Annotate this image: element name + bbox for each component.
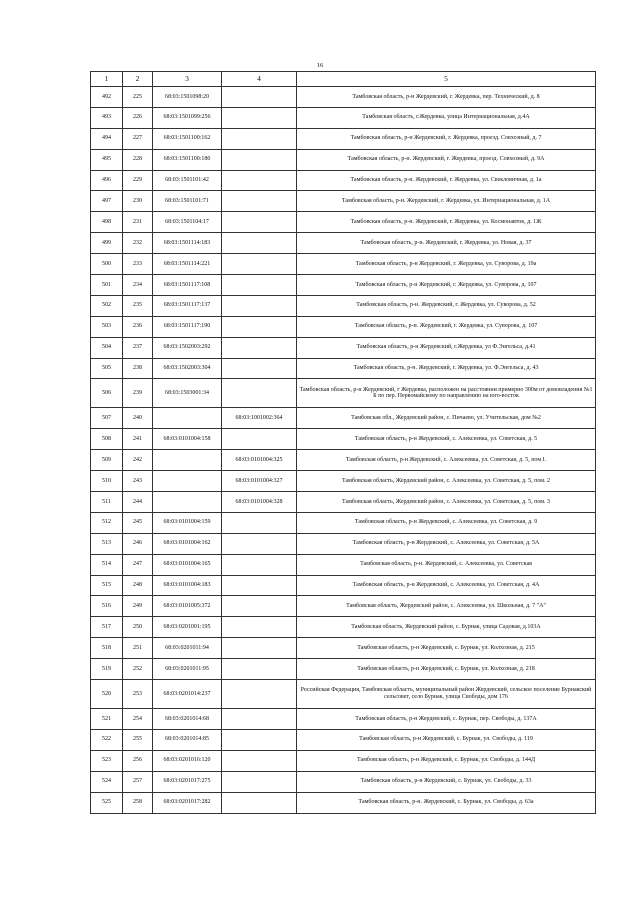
cadastral-number-cell: 68:03:0101004:159 bbox=[153, 512, 222, 533]
premises-cadastral-cell bbox=[222, 358, 297, 379]
item-number-cell: 244 bbox=[123, 492, 153, 513]
premises-cadastral-cell bbox=[222, 337, 297, 358]
premises-cadastral-cell bbox=[222, 617, 297, 638]
address-cell: Тамбовская область, р-н. Жердевский, г. Жердевка, ул. Новая, д. 37 bbox=[297, 233, 596, 254]
address-cell: Тамбовская область, р-н. Жердевский, г. Жердевка, ул. Суворова, д. 52 bbox=[297, 295, 596, 316]
premises-cadastral-cell bbox=[222, 792, 297, 813]
premises-cadastral-cell bbox=[222, 316, 297, 337]
address-cell: Тамбовская область, Жердевский район, с. Бурнак, улица Садовая, д.103А bbox=[297, 617, 596, 638]
item-number-cell: 258 bbox=[123, 792, 153, 813]
address-cell: Тамбовская область, р-н. Жердевский, г. Жердевка, ул. Ф.Энгельса, д. 43 bbox=[297, 358, 596, 379]
item-number-cell: 256 bbox=[123, 750, 153, 771]
address-cell: Тамбовская область, р-н. Жердевский, г. Жердевка, проезд. Совхозный, д. 9А bbox=[297, 149, 596, 170]
row-number-cell: 518 bbox=[91, 638, 123, 659]
item-number-cell: 240 bbox=[123, 408, 153, 429]
table-row bbox=[91, 709, 596, 730]
row-number-cell: 513 bbox=[91, 533, 123, 554]
header-col-5: 5 bbox=[297, 72, 596, 87]
cadastral-number-cell: 68:03:1501114:183 bbox=[153, 233, 222, 254]
cadastral-number-cell bbox=[153, 471, 222, 492]
address-cell: Тамбовская область, р-н Жердевский, с. Алексеевка, ул. Советская, д. 5А bbox=[297, 533, 596, 554]
table-row bbox=[91, 379, 596, 408]
row-number-cell: 519 bbox=[91, 659, 123, 680]
table-row bbox=[91, 596, 596, 617]
cadastral-number-cell: 68:03:0201011:94 bbox=[153, 638, 222, 659]
item-number-cell: 236 bbox=[123, 316, 153, 337]
row-number-cell: 522 bbox=[91, 729, 123, 750]
table-row bbox=[91, 170, 596, 191]
premises-cadastral-cell: 68:03:0101004:325 bbox=[222, 450, 297, 471]
row-number-cell: 494 bbox=[91, 128, 123, 149]
row-number-cell: 495 bbox=[91, 149, 123, 170]
table-row bbox=[91, 792, 596, 813]
header-row bbox=[91, 72, 596, 87]
property-registry-table bbox=[90, 71, 596, 814]
cadastral-number-cell: 68:03:1503001:34 bbox=[153, 379, 222, 408]
premises-cadastral-cell bbox=[222, 729, 297, 750]
cadastral-number-cell: 68:03:1501099:256 bbox=[153, 107, 222, 128]
premises-cadastral-cell bbox=[222, 429, 297, 450]
row-number-cell: 516 bbox=[91, 596, 123, 617]
item-number-cell: 245 bbox=[123, 512, 153, 533]
table-row bbox=[91, 617, 596, 638]
row-number-cell: 510 bbox=[91, 471, 123, 492]
premises-cadastral-cell bbox=[222, 680, 297, 709]
premises-cadastral-cell bbox=[222, 87, 297, 108]
row-number-cell: 506 bbox=[91, 379, 123, 408]
table-row bbox=[91, 128, 596, 149]
address-cell: Тамбовская область, р-н. Жердевский, г. Жердевка, ул. Свекловичная, д. 1а bbox=[297, 170, 596, 191]
address-cell: Тамбовская область, р-н. Жердевский, г. Жердевка, ул. Интернациональная, д. 1А bbox=[297, 191, 596, 212]
premises-cadastral-cell bbox=[222, 638, 297, 659]
address-cell: Тамбовская область, р-н. Жердевский, с. Алексеевка, ул. Советская bbox=[297, 554, 596, 575]
row-number-cell: 523 bbox=[91, 750, 123, 771]
table-row bbox=[91, 87, 596, 108]
item-number-cell: 226 bbox=[123, 107, 153, 128]
address-cell: Тамбовская область, р-н. Жердевский, г. Жердевка, ул. Космонавтов, д. 1Ж bbox=[297, 212, 596, 233]
table-row bbox=[91, 450, 596, 471]
header-col-1: 1 bbox=[91, 72, 123, 87]
premises-cadastral-cell bbox=[222, 709, 297, 730]
item-number-cell: 253 bbox=[123, 680, 153, 709]
cadastral-number-cell: 68:03:0201014:68 bbox=[153, 709, 222, 730]
premises-cadastral-cell: 68:03:1001002:364 bbox=[222, 408, 297, 429]
table-row bbox=[91, 295, 596, 316]
cadastral-number-cell bbox=[153, 408, 222, 429]
row-number-cell: 504 bbox=[91, 337, 123, 358]
premises-cadastral-cell bbox=[222, 533, 297, 554]
row-number-cell: 498 bbox=[91, 212, 123, 233]
table-row bbox=[91, 212, 596, 233]
row-number-cell: 515 bbox=[91, 575, 123, 596]
table-row bbox=[91, 512, 596, 533]
row-number-cell: 497 bbox=[91, 191, 123, 212]
header-col-3: 3 bbox=[153, 72, 222, 87]
table-row bbox=[91, 729, 596, 750]
table-row bbox=[91, 233, 596, 254]
row-number-cell: 514 bbox=[91, 554, 123, 575]
item-number-cell: 239 bbox=[123, 379, 153, 408]
table-row bbox=[91, 575, 596, 596]
item-number-cell: 246 bbox=[123, 533, 153, 554]
row-number-cell: 521 bbox=[91, 709, 123, 730]
premises-cadastral-cell bbox=[222, 659, 297, 680]
table-row bbox=[91, 638, 596, 659]
table-row bbox=[91, 771, 596, 792]
table-row bbox=[91, 471, 596, 492]
row-number-cell: 509 bbox=[91, 450, 123, 471]
cadastral-number-cell: 68:03:1502003:304 bbox=[153, 358, 222, 379]
cadastral-number-cell: 68:03:0101004:158 bbox=[153, 429, 222, 450]
premises-cadastral-cell bbox=[222, 275, 297, 296]
table-row bbox=[91, 554, 596, 575]
cadastral-number-cell: 68:03:0201001:195 bbox=[153, 617, 222, 638]
address-cell: Тамбовская область, Жердевский район, с. Алексеевка, ул. Школьная, д. 7 "А" bbox=[297, 596, 596, 617]
cadastral-number-cell: 68:03:0201014:85 bbox=[153, 729, 222, 750]
table-row bbox=[91, 275, 596, 296]
cadastral-number-cell: 68:03:1501100:180 bbox=[153, 149, 222, 170]
item-number-cell: 254 bbox=[123, 709, 153, 730]
address-cell: Тамбовская область, р-н. Жердевский, г. Жердевка, ул. Суворова, д. 107 bbox=[297, 316, 596, 337]
address-cell: Тамбовская область, Жердевский район, с. Алексеевка, ул. Советская, д. 5, пом. 2 bbox=[297, 471, 596, 492]
premises-cadastral-cell bbox=[222, 128, 297, 149]
row-number-cell: 503 bbox=[91, 316, 123, 337]
address-cell: Тамбовская обл., Жердевский район, с. Пичаево, ул. Учительская, дом №2 bbox=[297, 408, 596, 429]
table-row bbox=[91, 254, 596, 275]
address-cell: Российская Федерация, Тамбовская область, муниципальный район Жердевский, сельское поселение Бурнакский сельсовет, село Бурнак, улица Свободы, дом 176 bbox=[297, 680, 596, 709]
table-row bbox=[91, 316, 596, 337]
premises-cadastral-cell bbox=[222, 596, 297, 617]
item-number-cell: 232 bbox=[123, 233, 153, 254]
premises-cadastral-cell bbox=[222, 233, 297, 254]
premises-cadastral-cell bbox=[222, 379, 297, 408]
item-number-cell: 233 bbox=[123, 254, 153, 275]
cadastral-number-cell: 68:03:0101004:162 bbox=[153, 533, 222, 554]
row-number-cell: 511 bbox=[91, 492, 123, 513]
page-number: 16 bbox=[316, 62, 324, 69]
address-cell: Тамбовская область, р-н Жердевский, с. Алексеевка, ул. Советская, д. 5 bbox=[297, 429, 596, 450]
table-row bbox=[91, 107, 596, 128]
item-number-cell: 252 bbox=[123, 659, 153, 680]
address-cell: Тамбовская область, р-н Жердевский, с. Алексеевка, ул. Советская, д. 9 bbox=[297, 512, 596, 533]
item-number-cell: 250 bbox=[123, 617, 153, 638]
premises-cadastral-cell bbox=[222, 771, 297, 792]
premises-cadastral-cell bbox=[222, 191, 297, 212]
row-number-cell: 502 bbox=[91, 295, 123, 316]
address-cell: Тамбовская область, р-н Жердевский, с. Алексеевка, ул. Советская, д. 5, пом I. bbox=[297, 450, 596, 471]
row-number-cell: 496 bbox=[91, 170, 123, 191]
header-col-4: 4 bbox=[222, 72, 297, 87]
premises-cadastral-cell bbox=[222, 512, 297, 533]
item-number-cell: 248 bbox=[123, 575, 153, 596]
cadastral-number-cell: 68:03:0101005:372 bbox=[153, 596, 222, 617]
address-cell: Тамбовская область, р-н Жердевский, с. Бурнак, ул. Свободы, д. 144Д bbox=[297, 750, 596, 771]
address-cell: Тамбовская область, р-н Жердевский, г. Жердевка, ул. Суворова, д. 19а bbox=[297, 254, 596, 275]
premises-cadastral-cell bbox=[222, 750, 297, 771]
cadastral-number-cell: 68:03:1501098:20 bbox=[153, 87, 222, 108]
premises-cadastral-cell bbox=[222, 554, 297, 575]
item-number-cell: 237 bbox=[123, 337, 153, 358]
premises-cadastral-cell bbox=[222, 212, 297, 233]
item-number-cell: 247 bbox=[123, 554, 153, 575]
address-cell: Тамбовская область, р-н Жердевский, с. Алексеевка, ул. Советская, д. 4А bbox=[297, 575, 596, 596]
item-number-cell: 230 bbox=[123, 191, 153, 212]
item-number-cell: 257 bbox=[123, 771, 153, 792]
cadastral-number-cell: 68:03:0101004:165 bbox=[153, 554, 222, 575]
item-number-cell: 241 bbox=[123, 429, 153, 450]
premises-cadastral-cell bbox=[222, 254, 297, 275]
premises-cadastral-cell bbox=[222, 575, 297, 596]
row-number-cell: 525 bbox=[91, 792, 123, 813]
item-number-cell: 243 bbox=[123, 471, 153, 492]
row-number-cell: 524 bbox=[91, 771, 123, 792]
row-number-cell: 517 bbox=[91, 617, 123, 638]
item-number-cell: 255 bbox=[123, 729, 153, 750]
address-cell: Тамбовская область, р-н Жердевский, с. Бурнак, ул. Свободы, д. 119 bbox=[297, 729, 596, 750]
address-cell: Тамбовская область, р-н Жердевский, с. Бурнак, ул. Свободы, д. 33 bbox=[297, 771, 596, 792]
item-number-cell: 251 bbox=[123, 638, 153, 659]
cadastral-number-cell: 68:03:1501114:221 bbox=[153, 254, 222, 275]
address-cell: Тамбовская область, р-н Жердевский, г. Жердевка, ул. Суворова, д. 107 bbox=[297, 275, 596, 296]
table-row bbox=[91, 149, 596, 170]
cadastral-number-cell: 68:03:1501117:190 bbox=[153, 316, 222, 337]
item-number-cell: 235 bbox=[123, 295, 153, 316]
table-row bbox=[91, 429, 596, 450]
item-number-cell: 227 bbox=[123, 128, 153, 149]
cadastral-number-cell: 68:03:1501117:137 bbox=[153, 295, 222, 316]
address-cell: Тамбовская область, р-н Жердевский, г Жердевка, расположен на расстоянии примерно 300м от домовладения №1 Б по пер. Первомайскому по направлению на юго-восток bbox=[297, 379, 596, 408]
address-cell: Тамбовская область, р-н Жердевский, с. Бурнак, ул. Колхозная, д. 215 bbox=[297, 638, 596, 659]
table-body bbox=[91, 87, 596, 814]
table-row bbox=[91, 680, 596, 709]
cadastral-number-cell: 68:03:0201017:282 bbox=[153, 792, 222, 813]
row-number-cell: 493 bbox=[91, 107, 123, 128]
table-row bbox=[91, 408, 596, 429]
item-number-cell: 238 bbox=[123, 358, 153, 379]
cadastral-number-cell: 68:03:0201011:95 bbox=[153, 659, 222, 680]
row-number-cell: 492 bbox=[91, 87, 123, 108]
row-number-cell: 501 bbox=[91, 275, 123, 296]
row-number-cell: 499 bbox=[91, 233, 123, 254]
item-number-cell: 242 bbox=[123, 450, 153, 471]
row-number-cell: 505 bbox=[91, 358, 123, 379]
address-cell: Тамбовская область, р-н. Жердевский, с. Бурнак, ул. Свободы, д. 63а bbox=[297, 792, 596, 813]
table-row bbox=[91, 659, 596, 680]
premises-cadastral-cell: 68:03:0101004:327 bbox=[222, 471, 297, 492]
cadastral-number-cell: 68:03:1502003:292 bbox=[153, 337, 222, 358]
row-number-cell: 507 bbox=[91, 408, 123, 429]
item-number-cell: 228 bbox=[123, 149, 153, 170]
item-number-cell: 234 bbox=[123, 275, 153, 296]
premises-cadastral-cell: 68:03:0101004:328 bbox=[222, 492, 297, 513]
table-row bbox=[91, 533, 596, 554]
premises-cadastral-cell bbox=[222, 107, 297, 128]
cadastral-number-cell: 68:03:1501101:71 bbox=[153, 191, 222, 212]
cadastral-number-cell: 68:03:1501104:17 bbox=[153, 212, 222, 233]
cadastral-number-cell bbox=[153, 492, 222, 513]
row-number-cell: 508 bbox=[91, 429, 123, 450]
cadastral-number-cell: 68:03:1501100:162 bbox=[153, 128, 222, 149]
premises-cadastral-cell bbox=[222, 295, 297, 316]
table-row bbox=[91, 337, 596, 358]
address-cell: Тамбовская область, р-н Жердевский, г. Жердевка, проезд. Совхозный, д. 7 bbox=[297, 128, 596, 149]
cadastral-number-cell: 68:03:1501101:42 bbox=[153, 170, 222, 191]
premises-cadastral-cell bbox=[222, 149, 297, 170]
table-row bbox=[91, 358, 596, 379]
table-row bbox=[91, 750, 596, 771]
cadastral-number-cell: 68:03:1501117:108 bbox=[153, 275, 222, 296]
cadastral-number-cell bbox=[153, 450, 222, 471]
address-cell: Тамбовская область, р-н Жердевский, г. Жердевка, пер. Технический, д. 8 bbox=[297, 87, 596, 108]
premises-cadastral-cell bbox=[222, 170, 297, 191]
item-number-cell: 229 bbox=[123, 170, 153, 191]
cadastral-number-cell: 68:03:0201014:237 bbox=[153, 680, 222, 709]
item-number-cell: 231 bbox=[123, 212, 153, 233]
address-cell: Тамбовская область, Жердевский район, с. Алексеевка, ул. Советская, д. 5, пом. 3 bbox=[297, 492, 596, 513]
cadastral-number-cell: 68:03:0101004:183 bbox=[153, 575, 222, 596]
cadastral-number-cell: 68:03:0201017:275 bbox=[153, 771, 222, 792]
header-col-2: 2 bbox=[123, 72, 153, 87]
row-number-cell: 520 bbox=[91, 680, 123, 709]
table-row bbox=[91, 191, 596, 212]
item-number-cell: 225 bbox=[123, 87, 153, 108]
address-cell: Тамбовская область, р-н Жердевский, г.Жердевка, ул Ф.Энгельса, д.41 bbox=[297, 337, 596, 358]
row-number-cell: 500 bbox=[91, 254, 123, 275]
cadastral-number-cell: 68:03:0201016:120 bbox=[153, 750, 222, 771]
address-cell: Тамбовская область, р-н Жердевский, с. Бурнак, пер. Свободы, д. 137А bbox=[297, 709, 596, 730]
item-number-cell: 249 bbox=[123, 596, 153, 617]
table-row bbox=[91, 492, 596, 513]
address-cell: Тамбовская область, г.Жердевка, улица Интернациональная, д.4А bbox=[297, 107, 596, 128]
row-number-cell: 512 bbox=[91, 512, 123, 533]
address-cell: Тамбовская область, р-н Жердевский, с. Бурнак, ул. Колхозная, д. 218 bbox=[297, 659, 596, 680]
